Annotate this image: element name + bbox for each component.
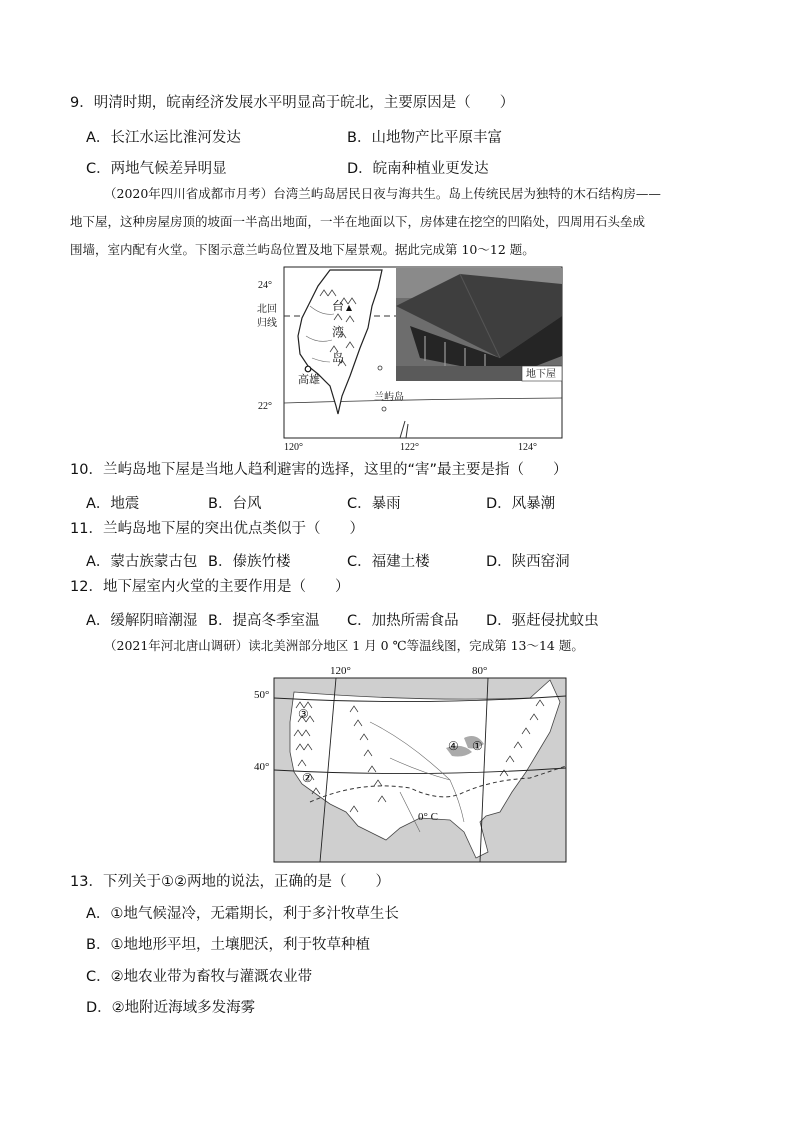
marker-1: ①	[472, 739, 483, 753]
question-10-option-c: C．暴雨	[347, 496, 401, 512]
question-10-option-b: B．台风	[208, 496, 262, 512]
tropic-label-1: 北回	[257, 304, 277, 315]
lanyu-label: 兰屿岛	[374, 392, 404, 403]
question-11-option-d: D．陕西窑洞	[486, 554, 570, 570]
question-13-option-d: D．②地附近海域多发海雾	[86, 1000, 256, 1016]
marker-4: ④	[448, 739, 459, 753]
photo-label: 地下屋	[526, 369, 556, 380]
question-11-option-b: B．傣族竹楼	[208, 554, 291, 570]
lon-120-label: 120°	[330, 665, 351, 677]
marker-2: ②	[302, 771, 313, 785]
question-12-stem: 12．地下屋室内火堂的主要作用是（ ）	[70, 579, 350, 595]
lat-40-label: 40°	[254, 761, 270, 773]
question-10-stem: 10．兰屿岛地下屋是当地人趋利避害的选择，这里的“害”最主要是指（ ）	[70, 462, 568, 478]
lat-22-label: 22°	[258, 401, 272, 412]
question-12-option-d: D．驱赶侵扰蚊虫	[486, 613, 599, 629]
lon-80-label: 80°	[472, 665, 488, 677]
question-11-option-c: C．福建土楼	[347, 554, 430, 570]
question-11-option-a: A．蒙古族蒙古包	[86, 554, 198, 570]
question-11-stem: 11．兰屿岛地下屋的突出优点类似于（ ）	[70, 521, 364, 537]
question-12-option-c: C．加热所需食品	[347, 613, 459, 629]
question-10-option-a: A．地震	[86, 496, 140, 512]
lon-122-label: 122°	[400, 442, 419, 453]
lon-124-label: 124°	[518, 442, 537, 453]
question-13-option-c: C．②地农业带为畜牧与灌溉农业带	[86, 969, 313, 985]
passage-1-line-2: 地下屋，这种房屋房顶的坡面一半高出地面，一半在地面以下，房体建在挖空的凹陷处，四周用石头垒成	[70, 214, 646, 229]
question-10-option-d: D．风暴潮	[486, 496, 556, 512]
question-13-option-a: A．①地气候湿冷，无霜期长，利于多汁牧草生长	[86, 906, 399, 922]
question-9-option-d: D．皖南种植业更发达	[347, 161, 489, 177]
question-13-stem: 13．下列关于①②两地的说法，正确的是（ ）	[70, 874, 390, 890]
question-9-stem: 9．明清时期，皖南经济发展水平明显高于皖北，主要原因是（ ）	[70, 95, 515, 111]
question-12-option-a: A．缓解阴暗潮湿	[86, 613, 198, 629]
passage-2-line-1: （2021年河北唐山调研）读北美洲部分地区 1 月 0 ℃等温线图，完成第 13～14 题。	[104, 638, 584, 653]
question-9-option-c: C．两地气候差异明显	[86, 161, 227, 177]
lat-50-label: 50°	[254, 689, 270, 701]
passage-1-line-1: （2020年四川省成都市月考）台湾兰屿岛居民日夜与海共生。岛上传统民居为独特的木石结构房——	[104, 186, 661, 201]
tropic-label-2: 归线	[257, 318, 277, 329]
marker-3: ③	[298, 707, 309, 721]
north-america-isotherm-map	[250, 662, 570, 866]
isotherm-label: 0° C	[418, 811, 438, 823]
question-13-option-b: B．①地地形平坦，土壤肥沃，利于牧草种植	[86, 937, 370, 953]
question-12-option-b: B．提高冬季室温	[208, 613, 320, 629]
lon-120-label: 120°	[284, 442, 303, 453]
taiwan-label-2: 湾	[332, 325, 345, 339]
question-9-option-b: B．山地物产比平原丰富	[347, 130, 502, 146]
taiwan-label-1: 台	[332, 299, 345, 313]
lat-24-label: 24°	[258, 280, 272, 291]
passage-1-line-3: 围墙，室内配有火堂。下图示意兰屿岛位置及地下屋景观。据此完成第 10～12 题。	[70, 242, 535, 257]
question-9-option-a: A．长江水运比淮河发达	[86, 130, 241, 146]
lanyu-location-map	[250, 266, 570, 456]
taiwan-label-3: 岛	[332, 351, 345, 365]
underground-house-photo	[396, 268, 562, 381]
kaohsiung-label: 高雄	[298, 374, 320, 386]
